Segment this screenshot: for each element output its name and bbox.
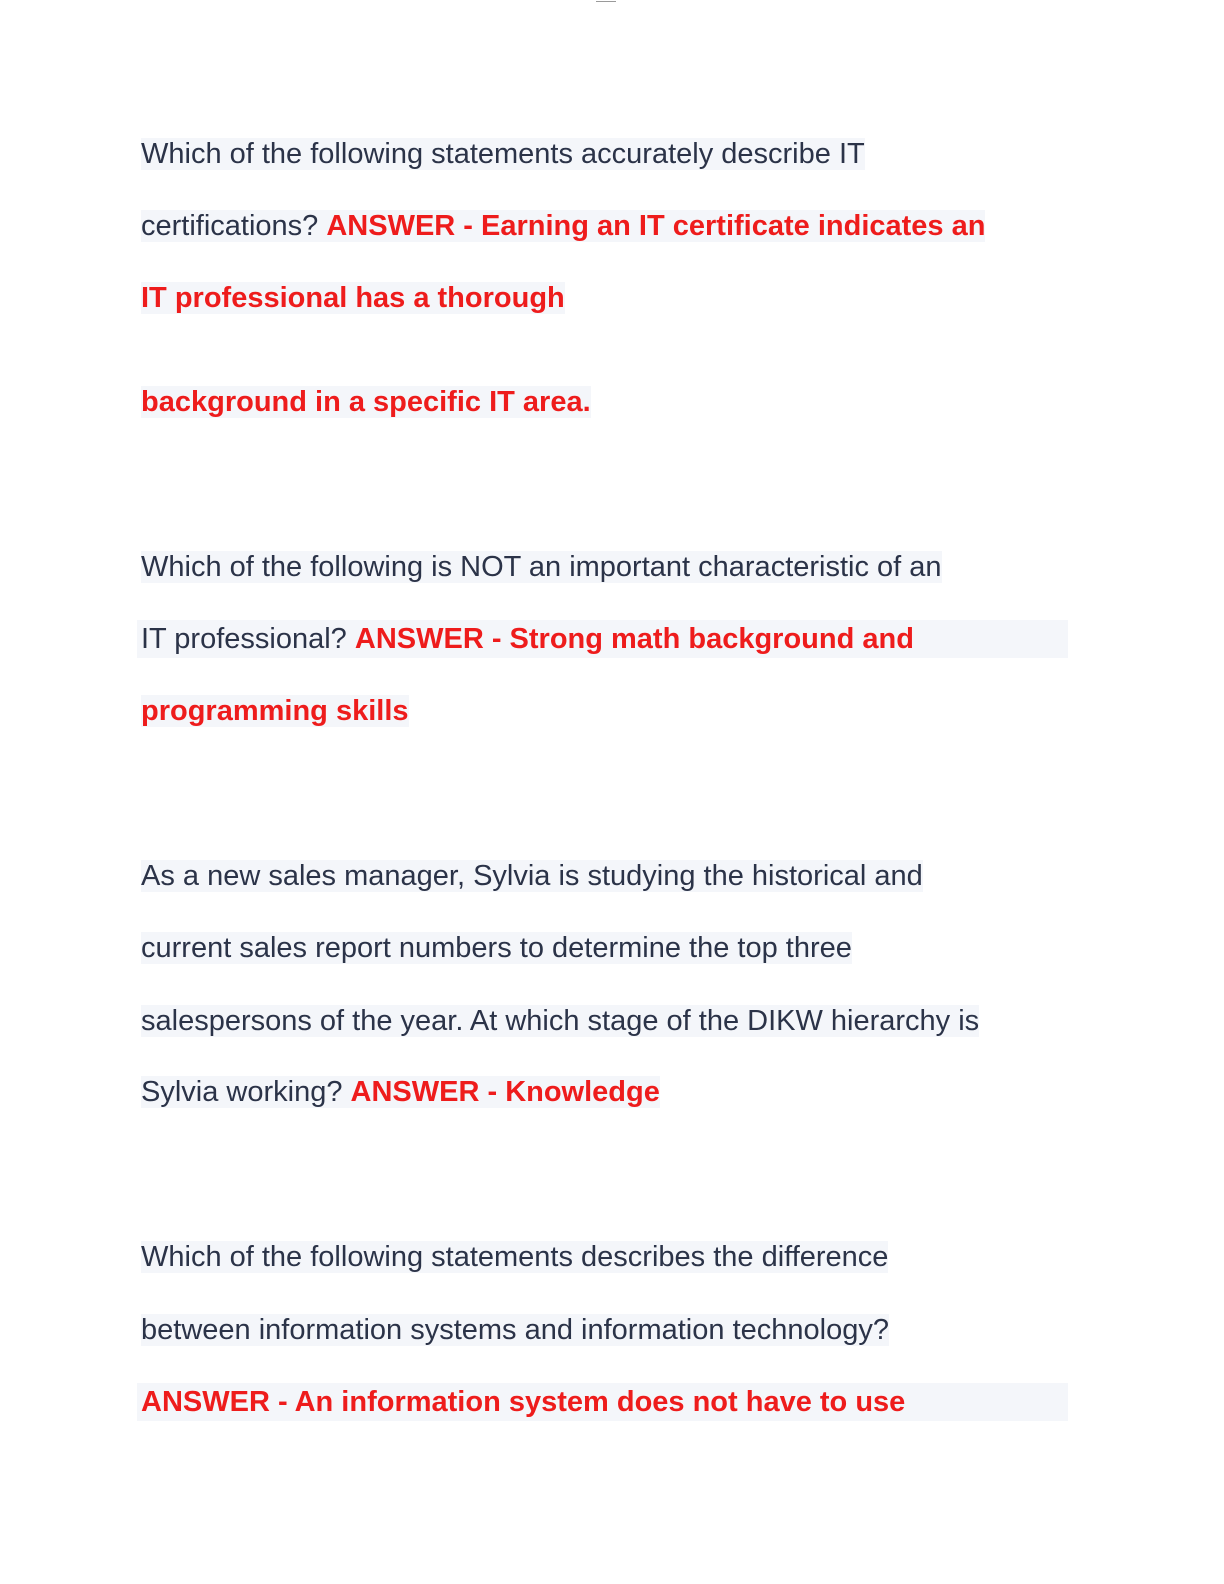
- question-2-line-2: [137, 620, 1068, 658]
- question-text: Which of the following is NOT an important characteristic of an: [141, 551, 942, 583]
- answer-text: ANSWER - An information system does not have to use: [141, 1386, 906, 1418]
- answer-text: ANSWER - Strong math background and: [354, 623, 914, 655]
- question-4-line-2: [141, 1311, 889, 1349]
- answer-text: ANSWER - Earning an IT certificate indicates an: [326, 210, 986, 242]
- question-text: Which of the following statements accurately describe IT: [141, 138, 865, 170]
- answer-text: background in a specific IT area.: [141, 386, 591, 418]
- question-text: current sales report numbers to determine the top three: [141, 932, 852, 964]
- question-text: Which of the following statements describes the difference: [141, 1241, 889, 1273]
- question-2-line-1: [141, 548, 942, 586]
- question-1-line-3: [141, 279, 565, 317]
- question-4-line-3: [137, 1383, 1068, 1421]
- answer-text: IT professional has a thorough: [141, 282, 565, 314]
- question-text: salespersons of the year. At which stage of the DIKW hierarchy is: [141, 1005, 980, 1037]
- question-text: certifications?: [141, 210, 327, 242]
- question-2-line-3: [141, 692, 409, 730]
- question-3-line-2: [141, 929, 852, 967]
- question-1-line-4: [141, 383, 591, 421]
- question-text: between information systems and information technology?: [141, 1314, 889, 1346]
- question-3-line-1: [141, 857, 923, 895]
- question-1-line-1: [141, 135, 865, 173]
- question-text: As a new sales manager, Sylvia is studying the historical and: [141, 860, 923, 892]
- question-text: Sylvia working?: [141, 1076, 351, 1108]
- question-1-line-2: [141, 207, 985, 245]
- answer-text: programming skills: [141, 695, 409, 727]
- question-3-line-4: [141, 1073, 660, 1111]
- question-3-line-3: [141, 1002, 979, 1040]
- answer-text: ANSWER - Knowledge: [350, 1076, 660, 1108]
- question-text: IT professional?: [141, 623, 355, 655]
- question-4-line-1: [141, 1238, 888, 1276]
